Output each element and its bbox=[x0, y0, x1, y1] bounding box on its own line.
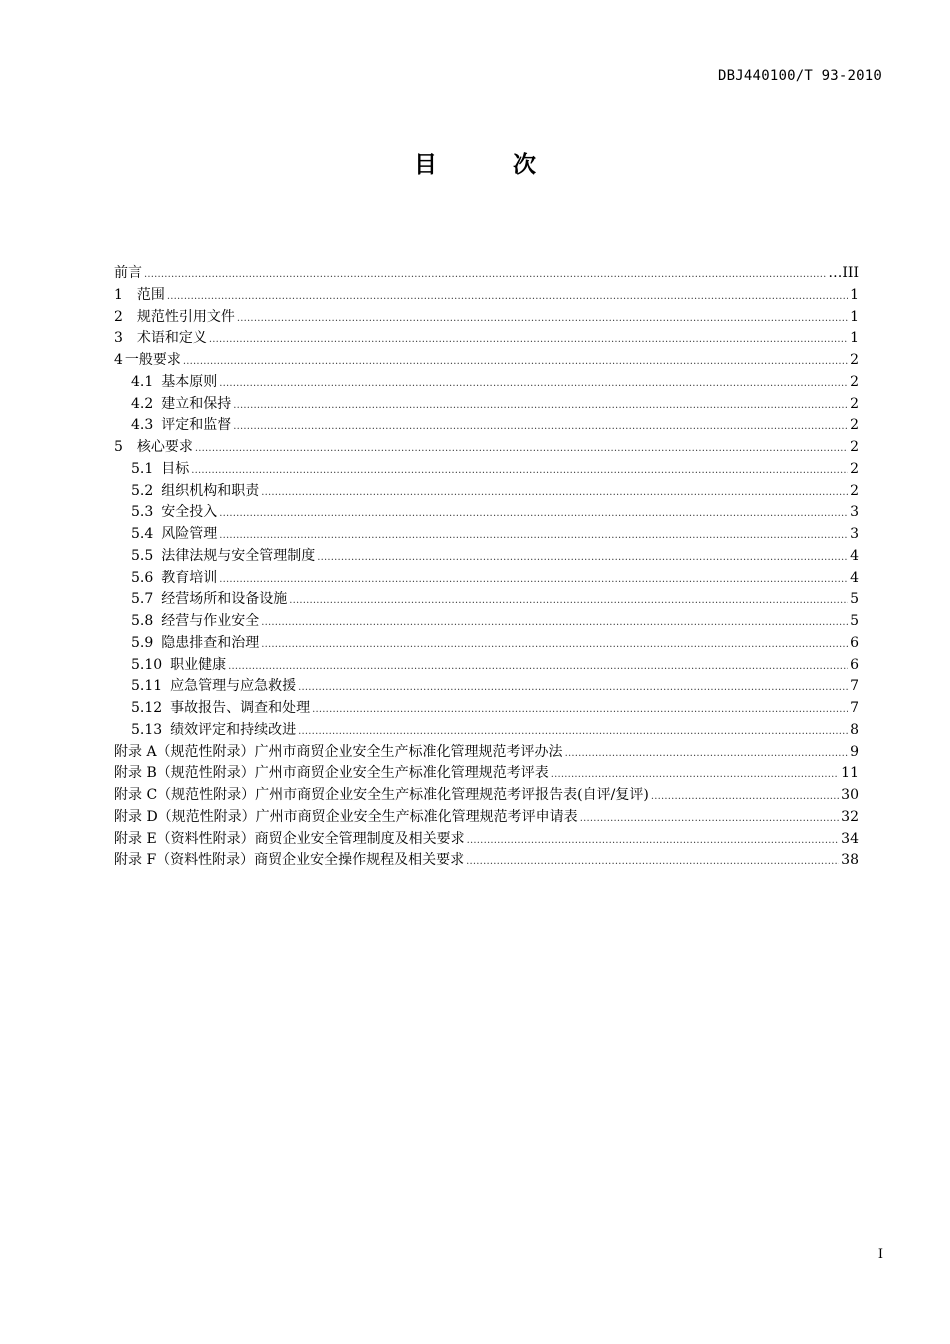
toc-dot-leader bbox=[312, 698, 848, 721]
toc-dot-leader bbox=[191, 459, 848, 482]
toc-entry-page: 6 bbox=[850, 656, 859, 673]
toc-entry-number: 2 bbox=[114, 308, 123, 325]
toc-entry-number: 5.12 bbox=[131, 700, 163, 716]
toc-entry-number: 5.11 bbox=[131, 678, 163, 695]
toc-dot-leader bbox=[261, 481, 848, 504]
toc-entry[interactable] bbox=[114, 611, 859, 633]
toc-entry[interactable] bbox=[114, 829, 859, 851]
toc-entry[interactable] bbox=[114, 785, 859, 807]
toc-entry-page: 1 bbox=[850, 330, 859, 347]
toc-entry-number: 5.2 bbox=[131, 482, 154, 499]
toc-entry[interactable] bbox=[114, 546, 859, 568]
toc-entry-title: 建立和保持 bbox=[161, 395, 232, 412]
toc-entry-page: 9 bbox=[850, 743, 859, 760]
toc-entry-title: 组织机构和职责 bbox=[161, 482, 260, 499]
toc-entry-number: 4.1 bbox=[131, 373, 154, 390]
toc-entry-title: 范围 bbox=[136, 286, 165, 303]
toc-entry-title: 风险管理 bbox=[161, 526, 218, 542]
toc-entry-page: 34 bbox=[841, 830, 859, 847]
toc-entry[interactable] bbox=[114, 307, 859, 329]
toc-dot-leader bbox=[237, 307, 848, 330]
toc-entry[interactable] bbox=[114, 720, 859, 742]
toc-entry-title: 隐患排查和治理 bbox=[161, 634, 260, 651]
toc-dot-leader bbox=[580, 807, 839, 830]
toc-dot-leader bbox=[261, 633, 848, 656]
toc-entry-page: 1 bbox=[850, 286, 859, 303]
toc-entry-title: 附录 A（规范性附录）广州市商贸企业安全生产标准化管理规范考评办法 bbox=[114, 743, 563, 760]
toc-entry-title: 应急管理与应急救援 bbox=[170, 678, 297, 695]
toc-dot-leader bbox=[467, 829, 840, 852]
toc-entry-page: 5 bbox=[850, 613, 859, 629]
toc-entry-title: 经营场所和设备设施 bbox=[161, 591, 288, 608]
toc-entry-title: 附录 E（资料性附录）商贸企业安全管理制度及相关要求 bbox=[114, 830, 465, 847]
toc-entry[interactable] bbox=[114, 676, 859, 698]
toc-entry[interactable] bbox=[114, 372, 859, 394]
toc-dot-leader bbox=[219, 372, 848, 395]
toc-entry[interactable] bbox=[114, 589, 859, 611]
toc-entry[interactable] bbox=[114, 807, 859, 829]
toc-dot-leader bbox=[651, 785, 839, 808]
toc-entry-number: 5.3 bbox=[131, 504, 154, 521]
toc-entry-page: 2 bbox=[850, 439, 859, 455]
toc-entry-page: 4 bbox=[850, 569, 859, 586]
toc-entry-title: 附录 B（规范性附录）广州市商贸企业安全生产标准化管理规范考评表 bbox=[114, 765, 549, 782]
toc-entry[interactable] bbox=[114, 481, 859, 503]
toc-dot-leader bbox=[195, 437, 848, 460]
toc-entry[interactable] bbox=[114, 698, 859, 720]
toc-entry-page: 4 bbox=[850, 547, 859, 564]
toc-entry-page: 2 bbox=[850, 417, 859, 434]
toc-entry[interactable] bbox=[114, 568, 859, 590]
document-code: DBJ440100/T 93-2010 bbox=[718, 68, 882, 84]
toc-entry-title: 教育培训 bbox=[161, 569, 218, 586]
toc-dot-leader bbox=[233, 394, 848, 417]
toc-entry[interactable] bbox=[114, 655, 859, 677]
toc-entry-page: 2 bbox=[850, 460, 859, 477]
toc-entry-title: 术语和定义 bbox=[136, 330, 207, 347]
toc-entry-title: 基本原则 bbox=[161, 373, 218, 390]
toc-entry-title: 前言 bbox=[114, 265, 142, 281]
toc-entry[interactable] bbox=[114, 328, 859, 350]
toc-entry-title: 附录 D（规范性附录）广州市商贸企业安全生产标准化管理规范考评申请表 bbox=[114, 808, 578, 825]
toc-entry-page: 3 bbox=[850, 526, 859, 542]
title-char-2: 次 bbox=[513, 152, 536, 178]
toc-entry-page: 11 bbox=[841, 765, 859, 782]
toc-entry-page: 5 bbox=[850, 591, 859, 608]
toc-entry[interactable] bbox=[114, 502, 859, 524]
toc-entry[interactable] bbox=[114, 263, 859, 285]
toc-entry-number: 5.10 bbox=[131, 656, 163, 673]
toc-entry-page: 2 bbox=[850, 395, 859, 412]
toc-dot-leader bbox=[289, 589, 848, 612]
toc-entry-number: 5.7 bbox=[131, 591, 154, 608]
toc-entry-page: 38 bbox=[841, 852, 859, 869]
toc-entry-page: 1 bbox=[850, 308, 859, 325]
toc-dot-leader bbox=[317, 546, 848, 569]
toc-entry-number: 3 bbox=[114, 330, 123, 347]
toc-entry[interactable] bbox=[114, 763, 859, 785]
toc-entry-page: …III bbox=[828, 265, 859, 281]
page-title bbox=[0, 146, 950, 179]
toc-entry[interactable] bbox=[114, 459, 859, 481]
toc-entry-number: 1 bbox=[114, 286, 123, 303]
toc-entry-number: 5.8 bbox=[131, 613, 154, 629]
toc-entry-number: 5.1 bbox=[131, 460, 154, 477]
toc-entry-title: 一般要求 bbox=[124, 352, 181, 368]
toc-dot-leader bbox=[219, 524, 848, 547]
toc-dot-leader bbox=[219, 568, 848, 591]
toc-entry-title: 附录 F（资料性附录）商贸企业安全操作规程及相关要求 bbox=[114, 852, 465, 869]
toc-entry[interactable] bbox=[114, 415, 859, 437]
toc-entry-number: 5.9 bbox=[131, 634, 154, 651]
toc-dot-leader bbox=[219, 502, 848, 525]
toc-dot-leader bbox=[466, 850, 839, 873]
toc-dot-leader bbox=[183, 350, 848, 373]
toc-dot-leader bbox=[298, 720, 848, 743]
toc-entry[interactable] bbox=[114, 285, 859, 307]
toc-entry-title: 核心要求 bbox=[136, 439, 193, 455]
toc-dot-leader bbox=[565, 742, 849, 765]
toc-entry-page: 7 bbox=[850, 700, 859, 716]
toc-dot-leader bbox=[228, 655, 848, 678]
toc-entry[interactable] bbox=[114, 437, 859, 459]
toc-entry[interactable] bbox=[114, 633, 859, 655]
toc-entry-title: 事故报告、调查和处理 bbox=[170, 700, 311, 716]
toc-dot-leader bbox=[167, 285, 848, 308]
toc-dot-leader bbox=[298, 676, 848, 699]
toc-entry-number: 5.6 bbox=[131, 569, 154, 586]
toc-entry-number: 4 bbox=[114, 352, 123, 368]
toc-dot-leader bbox=[144, 263, 826, 286]
toc-entry-number: 5.5 bbox=[131, 547, 154, 564]
toc-entry-number: 5.13 bbox=[131, 721, 163, 738]
toc-dot-leader bbox=[551, 763, 839, 786]
toc-entry[interactable] bbox=[114, 394, 859, 416]
toc-entry[interactable] bbox=[114, 742, 859, 764]
toc-entry-title: 职业健康 bbox=[170, 656, 227, 673]
toc-entry[interactable] bbox=[114, 350, 859, 372]
toc-entry-page: 2 bbox=[850, 482, 859, 499]
toc-entry-title: 法律法规与安全管理制度 bbox=[161, 547, 316, 564]
toc-entry-page: 32 bbox=[841, 808, 859, 825]
toc-entry-page: 8 bbox=[850, 721, 859, 738]
toc-entry-title: 经营与作业安全 bbox=[161, 613, 260, 629]
toc-entry-number: 4.2 bbox=[131, 395, 154, 412]
toc-entry[interactable] bbox=[114, 524, 859, 546]
toc-dot-leader bbox=[233, 415, 848, 438]
toc-entry-title: 安全投入 bbox=[161, 504, 218, 521]
toc-entry-page: 7 bbox=[850, 678, 859, 695]
toc-entry-page: 30 bbox=[841, 787, 859, 803]
table-of-contents bbox=[114, 263, 859, 872]
title-char-1: 目 bbox=[414, 152, 437, 178]
page-number: I bbox=[877, 1247, 883, 1262]
toc-entry-title: 规范性引用文件 bbox=[136, 308, 235, 325]
toc-entry-title: 评定和监督 bbox=[161, 417, 232, 434]
toc-entry[interactable] bbox=[114, 850, 859, 872]
toc-dot-leader bbox=[261, 611, 848, 634]
toc-entry-title: 目标 bbox=[161, 460, 190, 477]
toc-entry-page: 6 bbox=[850, 634, 859, 651]
toc-entry-title: 附录 C（规范性附录）广州市商贸企业安全生产标准化管理规范考评报告表(自评/复评) bbox=[114, 787, 649, 803]
toc-dot-leader bbox=[209, 328, 848, 351]
toc-entry-page: 2 bbox=[850, 373, 859, 390]
toc-entry-number: 5.4 bbox=[131, 526, 154, 542]
toc-entry-title: 绩效评定和持续改进 bbox=[170, 721, 297, 738]
toc-entry-number: 4.3 bbox=[131, 417, 154, 434]
toc-entry-page: 2 bbox=[850, 352, 859, 368]
toc-entry-number: 5 bbox=[114, 439, 123, 455]
toc-entry-page: 3 bbox=[850, 504, 859, 521]
